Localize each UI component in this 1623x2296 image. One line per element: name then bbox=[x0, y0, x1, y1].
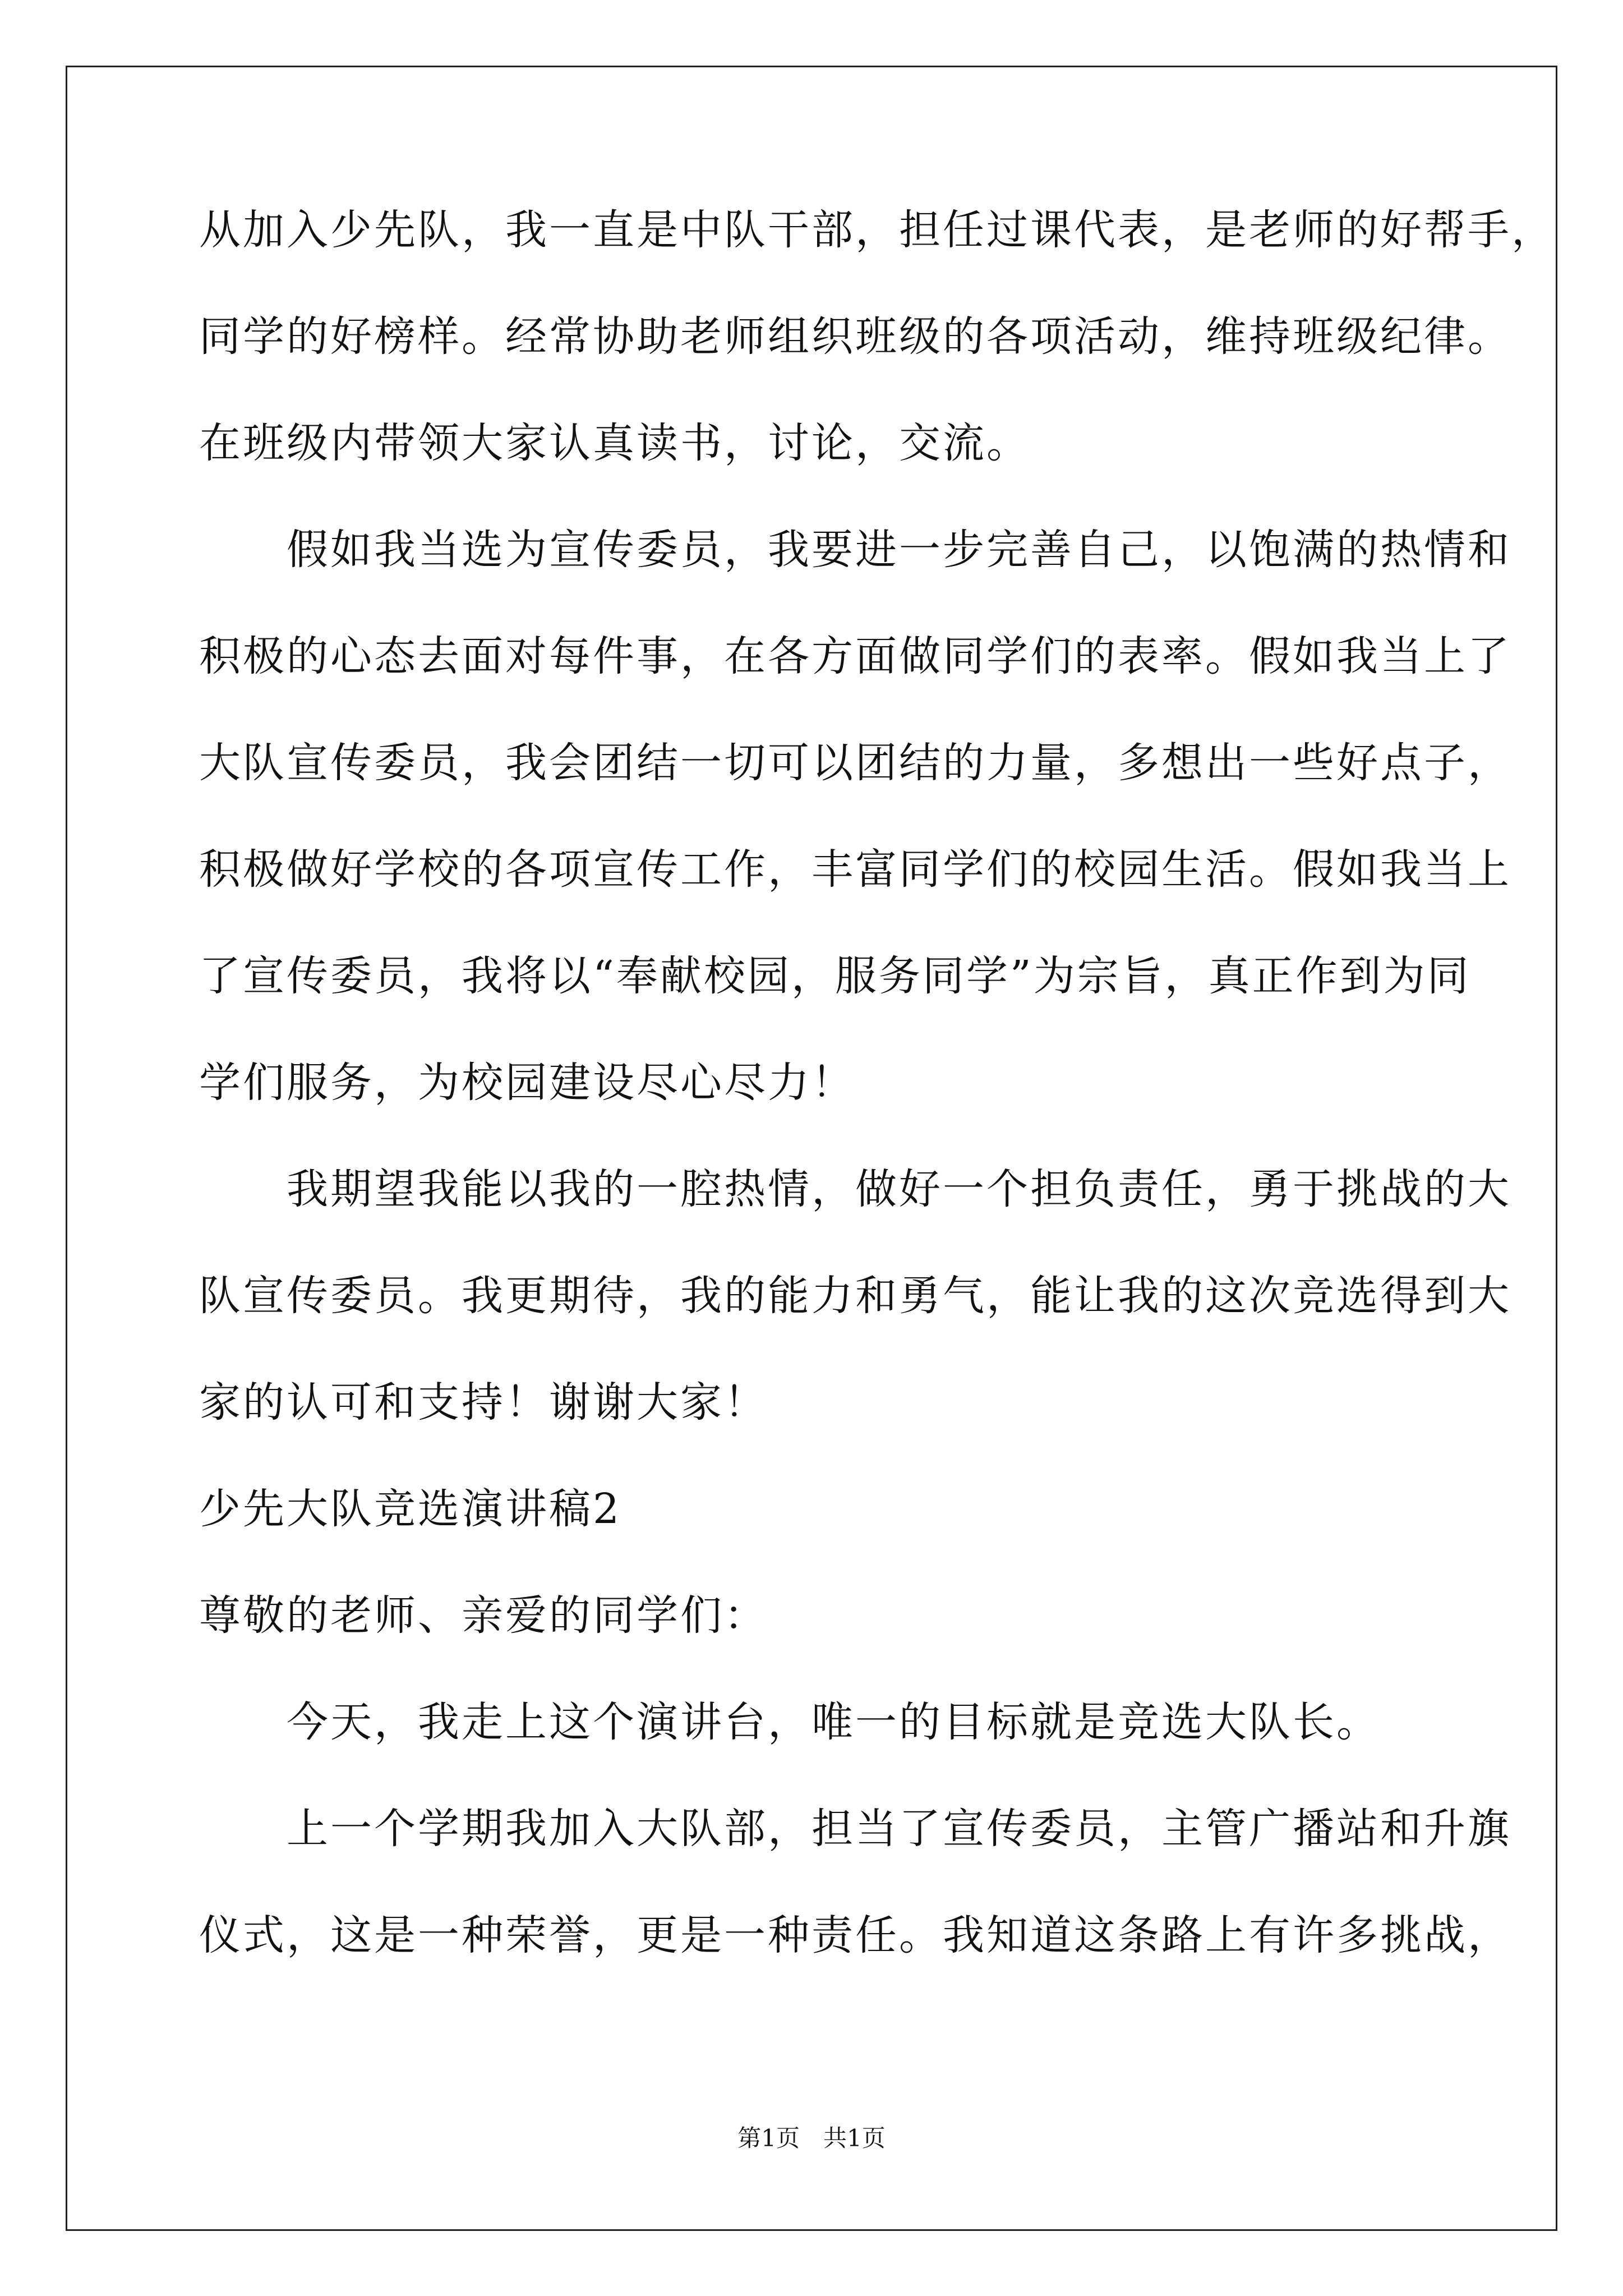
page-footer: 第1页 共1页 bbox=[737, 2124, 886, 2152]
text-line: 从加入少先队，我一直是中队干部，担任过课代表，是老师的好帮手， bbox=[199, 206, 1555, 254]
text-line: 同学的好榜样。经常协助老师组织班级的各项活动，维持班级纪律。 bbox=[199, 312, 1511, 361]
text-line: 家的认可和支持！谢谢大家！ bbox=[199, 1378, 768, 1427]
text-line: 我期望我能以我的一腔热情，做好一个担负责任，勇于挑战的大 bbox=[199, 1165, 1511, 1213]
page-border bbox=[66, 66, 1557, 2231]
text-line: 队宣传委员。我更期待，我的能力和勇气，能让我的这次竞选得到大 bbox=[199, 1272, 1511, 1320]
text-line: 积极做好学校的各项宣传工作，丰富同学们的校园生活。假如我当上 bbox=[199, 845, 1511, 894]
text-line: 了宣传委员，我将以“奉献校园，服务同学”为宗旨，真正作到为同 bbox=[199, 952, 1471, 1000]
text-line: 在班级内带领大家认真读书，讨论，交流。 bbox=[199, 419, 1030, 467]
text-line: 假如我当选为宣传委员，我要进一步完善自己，以饱满的热情和 bbox=[199, 526, 1511, 574]
text-line: 大队宣传委员，我会团结一切可以团结的力量，多想出一些好点子， bbox=[199, 739, 1511, 787]
text-line: 今天，我走上这个演讲台，唯一的目标就是竞选大队长。 bbox=[199, 1698, 1380, 1746]
salutation: 尊敬的老师、亲爱的同学们： bbox=[199, 1591, 768, 1640]
text-line: 仪式，这是一种荣誉，更是一种责任。我知道这条路上有许多挑战， bbox=[199, 1911, 1511, 1959]
text-line: 学们服务，为校园建设尽心尽力！ bbox=[199, 1059, 855, 1107]
text-line: 上一个学期我加入大队部，担当了宣传委员，主管广播站和升旗 bbox=[199, 1805, 1511, 1853]
section-heading: 少先大队竞选演讲稿2 bbox=[199, 1485, 622, 1533]
text-line: 积极的心态去面对每件事，在各方面做同学们的表率。假如我当上了 bbox=[199, 632, 1511, 680]
